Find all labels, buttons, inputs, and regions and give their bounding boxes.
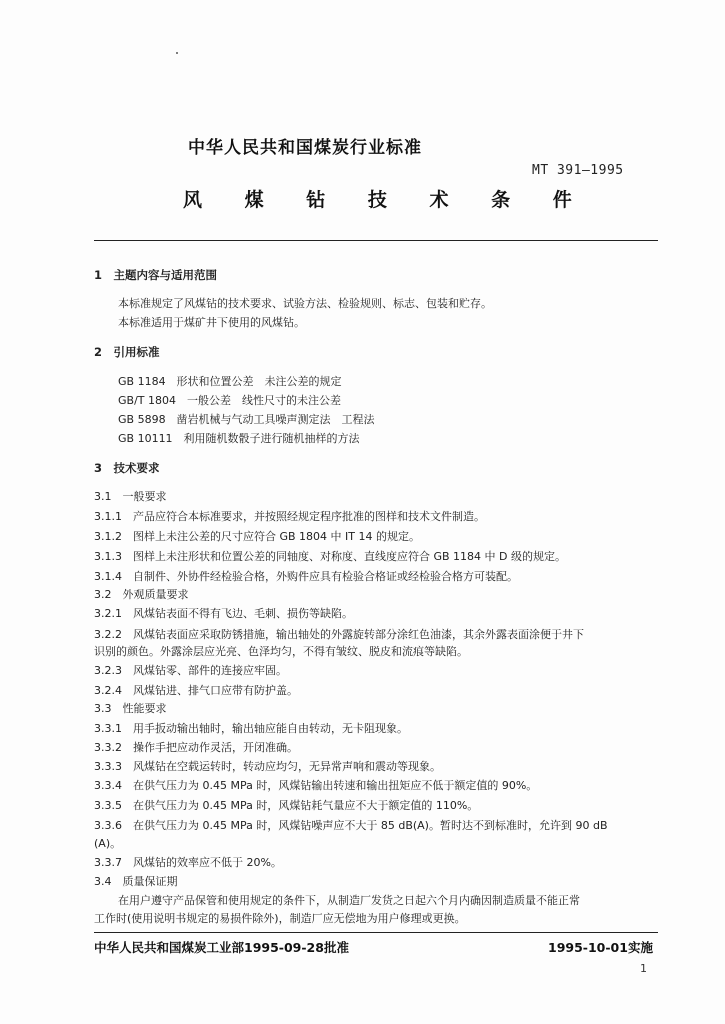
industry-standard-title: 中华人民共和国煤炭行业标准	[188, 138, 422, 158]
clause-3-3-2: 3.3.2 操作手把应动作灵活，开闭准确。	[94, 741, 298, 754]
standard-number: MT 391—1995	[532, 163, 624, 178]
header-divider	[94, 240, 658, 241]
clause-3-3-6-continued: (A)。	[94, 837, 122, 850]
paragraph-scope-2: 本标准适用于煤矿井下使用的风煤钻。	[118, 316, 305, 329]
clause-3-1-3: 3.1.3 图样上未注形状和位置公差的同轴度、对称度、直线度应符合 GB 1184 中 D 级的规定。	[94, 550, 567, 563]
clause-3-3-6: 3.3.6 在供气压力为 0.45 MPa 时，风煤钻噪声应不大于 85 dB(A)。暂时达不到标准时，允许到 90 dB	[94, 819, 608, 832]
reference-gb5898: GB 5898 凿岩机械与气动工具噪声测定法 工程法	[118, 413, 375, 426]
document-title: 风 煤 钻 技 术 条 件	[183, 189, 590, 211]
clause-3-3: 3.3 性能要求	[94, 702, 167, 715]
clause-3-1-2: 3.1.2 图样上未注公差的尺寸应符合 GB 1804 中 IT 14 的规定。	[94, 530, 420, 543]
clause-3-4-paragraph: 在用户遵守产品保管和使用规定的条件下，从制造厂发货之日起六个月内确因制造质量不能正常	[118, 894, 580, 907]
page-number: 1	[640, 962, 647, 975]
clause-3-3-3: 3.3.3 风煤钻在空载运转时，转动应均匀，无异常声响和震动等现象。	[94, 760, 441, 773]
section-heading-2: 2 引用标准	[94, 345, 160, 359]
clause-3-1-1: 3.1.1 产品应符合本标准要求，并按照经规定程序批准的图样和技术文件制造。	[94, 510, 485, 523]
clause-3-3-4: 3.3.4 在供气压力为 0.45 MPa 时，风煤钻输出转速和输出扭矩应不低于额定值的 90%。	[94, 779, 538, 792]
reference-gb10111: GB 10111 利用随机数骰子进行随机抽样的方法	[118, 432, 360, 445]
clause-3-2-3: 3.2.3 风煤钻零、部件的连接应牢固。	[94, 664, 287, 677]
paragraph-scope-1: 本标准规定了风煤钻的技术要求、试验方法、检验规则、标志、包装和贮存。	[118, 297, 492, 310]
reference-gb1184: GB 1184 形状和位置公差 未注公差的规定	[118, 375, 342, 388]
approval-statement: 中华人民共和国煤炭工业部1995-09-28批准	[94, 940, 349, 955]
reference-gbt1804: GB/T 1804 一般公差 线性尺寸的未注公差	[118, 394, 341, 407]
clause-3-3-5: 3.3.5 在供气压力为 0.45 MPa 时，风煤钻耗气量应不大于额定值的 110%。	[94, 799, 479, 812]
clause-3-3-1: 3.3.1 用手扳动输出轴时，输出轴应能自由转动，无卡阻现象。	[94, 722, 408, 735]
clause-3-1-4: 3.1.4 自制件、外协件经检验合格，外购件应具有检验合格证或经检验合格方可装配。	[94, 570, 518, 583]
clause-3-2-2-continued: 识别的颜色。外露涂层应光亮、色泽均匀，不得有皱纹、脱皮和流痕等缺陷。	[94, 645, 468, 658]
clause-3-2: 3.2 外观质量要求	[94, 588, 189, 601]
clause-3-4-paragraph-continued: 工作时(使用说明书规定的易损件除外)，制造厂应无偿地为用户修理或更换。	[94, 912, 466, 925]
clause-3-2-2: 3.2.2 风煤钻表面应采取防锈措施，输出轴处的外露旋转部分涂红色油漆，其余外露表面涂便于井下	[94, 628, 584, 641]
clause-3-1: 3.1 一般要求	[94, 490, 167, 503]
implementation-date: 1995-10-01实施	[548, 940, 653, 955]
section-heading-3: 3 技术要求	[94, 461, 160, 475]
footer-divider	[94, 932, 658, 933]
clause-3-2-4: 3.2.4 风煤钻进、排气口应带有防护盖。	[94, 684, 298, 697]
clause-3-4: 3.4 质量保证期	[94, 875, 178, 888]
clause-3-2-1: 3.2.1 风煤钻表面不得有飞边、毛刺、损伤等缺陷。	[94, 607, 353, 620]
scan-speck	[176, 52, 178, 54]
section-heading-1: 1 主题内容与适用范围	[94, 268, 218, 282]
clause-3-3-7: 3.3.7 风煤钻的效率应不低于 20%。	[94, 856, 282, 869]
